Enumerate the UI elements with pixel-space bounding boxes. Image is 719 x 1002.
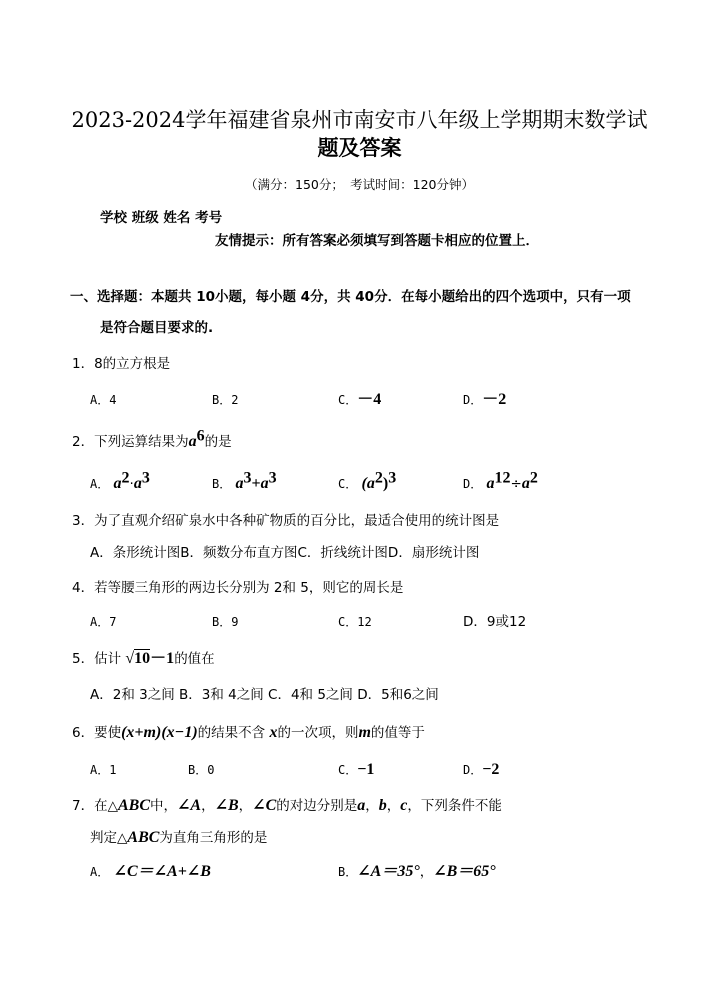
q4-stem: 4．若等腰三角形的两边长分别为 2和 5，则它的周长是 bbox=[72, 580, 404, 596]
q2-option-a: A． $a^2\cdot a^3$ bbox=[90, 469, 150, 492]
q7-stem-line2: 判定△ABC为直角三角形的是 bbox=[90, 829, 268, 846]
q4-option-a: A．7 bbox=[90, 615, 117, 629]
q7-stem-line1: 7．在△ABC中，∠A，∠B，∠C的对边分别是a，b，c，下列条件不能 bbox=[72, 797, 502, 814]
doc-title-line1: 2023-2024学年福建省泉州市南安市八年级上学期期末数学试 bbox=[71, 108, 648, 132]
q6-option-a: A．1 bbox=[90, 763, 117, 777]
q5-options: A．2和 3之间 B．3和 4之间 C．4和 5之间 D．5和6之间 bbox=[90, 687, 439, 703]
q1-option-c: C．－4 bbox=[338, 391, 382, 408]
q7-option-a: A． ∠C＝∠A+∠B bbox=[90, 863, 211, 880]
q3-stem: 3．为了直观介绍矿泉水中各种矿物质的百分比，最适合使用的统计图是 bbox=[72, 513, 500, 529]
q1-option-a: A．4 bbox=[90, 393, 117, 407]
q5-stem: 5．估计 √10－1的值在 bbox=[72, 650, 215, 667]
student-info: 学校 班级 姓名 考号 bbox=[100, 210, 223, 226]
q6-stem: 6．要使(x+m)(x−1)的结果不含 x的一次项，则m的值等于 bbox=[72, 724, 425, 741]
q6-option-d: D．−2 bbox=[463, 761, 500, 778]
section-heading-cont: 是符合题目要求的. bbox=[100, 320, 214, 336]
q7-option-b: B．∠A＝35°，∠B＝65° bbox=[338, 863, 496, 880]
q1-stem: 1．8的立方根是 bbox=[72, 356, 171, 372]
tip: 友情提示：所有答案必须填写到答题卡相应的位置上． bbox=[215, 233, 539, 249]
q4-option-b: B．9 bbox=[212, 615, 239, 629]
q2-stem: 2．下列运算结果为$a^6$的是 bbox=[72, 427, 232, 450]
q1-option-d: D．－2 bbox=[463, 391, 507, 408]
q2-option-d: D． $a^{12}\div a^2$ bbox=[463, 469, 538, 492]
doc-title-line2: 题及答案 bbox=[317, 135, 402, 160]
q2-option-c: C． $(a^2)^3$ bbox=[338, 469, 397, 492]
q4-option-d: D．9或12 bbox=[463, 614, 527, 630]
q1-option-b: B．2 bbox=[212, 393, 239, 407]
q6-option-b: B．0 bbox=[188, 763, 215, 777]
section-heading: 一、选择题：本题共 10小题，每小题 4分，共 40分．在每小题给出的四个选项中，只有一项 bbox=[70, 289, 631, 305]
q2-option-b: B． $a^3+a^3$ bbox=[212, 469, 277, 492]
exam-info: （满分：150分； 考试时间：120分钟） bbox=[245, 177, 474, 192]
q4-option-c: C．12 bbox=[338, 615, 372, 629]
q3-options: A．条形统计图B．频数分布直方图C．折线统计图D．扇形统计图 bbox=[90, 545, 480, 561]
q6-option-c: C．−1 bbox=[338, 761, 375, 778]
